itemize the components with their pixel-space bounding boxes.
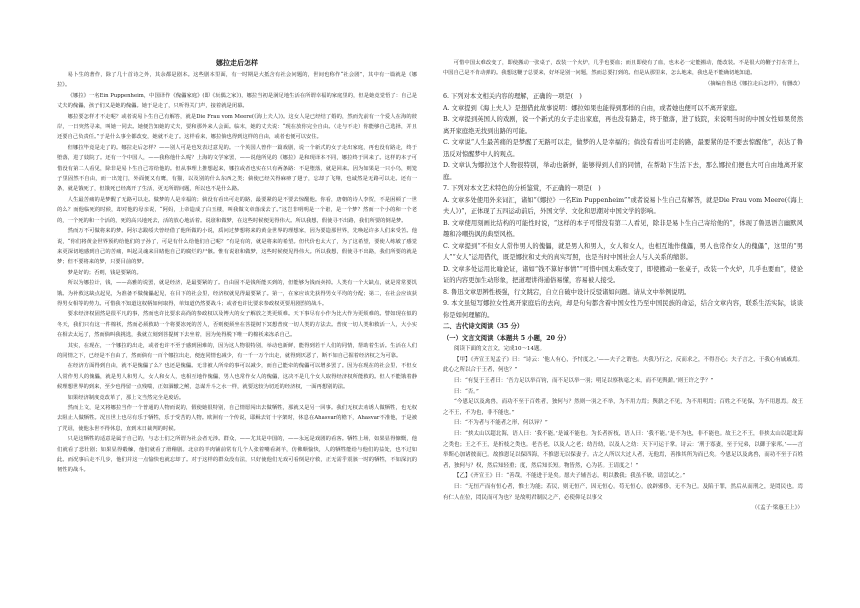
essay-paragraph: 只是这牺牲的适意是属于自己的，与志士们之所谓为社会者无涉。群众，——尤其是中国的，——永远是戏剧的看客。牺牲上场，如果显得慷慨，他们就看了悲壮剧；如果显得觳觫，他们就看了滑稽剧。北京的羊肉铺前常有几个人张着嘴看剥羊，仿佛颇愉快，人的牺牲能给与他们的益处，也不过如此。而况事后走不几步，他们并这一点愉快也就忘却了。对于这样的群众没有法，只好使他们无戏可看倒是疗救，正无需乎震骇一时的牺牲，不如深沉的韧性的战斗。 [57, 436, 417, 474]
essay-body [57, 70, 417, 476]
classical-paragraph: 【乙】《齐宣王》曰：“善哉，不能进于是矣。愿夫子辅吾志，明以教我；我虽不敏，请尝试之。” [454, 473, 686, 480]
question-item: 9. 本文虽短写娜拉女性离开家庭后的去向，却是句句都含着中国女性乃至中国民族的命运，结合文章内容，联系生活实际，谈谈你是如何理解的。 [443, 300, 803, 319]
essay-paragraph: 如果经济制度竟改革了，那上文当然完全是废话。 [67, 394, 185, 401]
classical-paragraph: 曰：“无恒产而有恒心者，惟士为能；若民，则无恒产，因无恒心。苟无恒心，放辟邪侈，无不为已。及陷于罪，然后从而刑之，是罔民也。焉有仁人在位，罔民而可为也？是故明君制民之产，必使仰足以事父 [443, 483, 803, 501]
classical-paragraph: 【甲】《齐宣王见孟子》曰：“诗云：‘他人有心，予忖度之。’——夫子之谓也。夫我乃行之，反而求之，不得吾心；夫子言之，于我心有戚戚焉。此心之所以合于王者，何也？” [443, 356, 803, 374]
question-item: 8. 鲁迅文章思辨性极强，行文跳宕，自立自破中设计反驳诸如问题。请从文中举例说明。 [443, 288, 691, 296]
essay-paragraph: 所以为娜拉计，钱，——高雅的说罢，就是经济，是最要紧的了。自由固不是钱所能买到的，但能够为钱而卖掉。人类有一个大缺点，就是常常要饥饿。为补救这缺点起见，为准备不做傀儡起见，在目下的社会里，经济权就见得最要紧了。第一，在家应该先获得男女平均的分配；第二，在社会应该获得男女相等的势力。可惜我不知道这权柄如何取得，单知道仍然要战斗；或者也许比要求参政权更要用剧烈的战斗。 [57, 280, 417, 307]
question-item: A. 文章提到《海上夫人》是想借此故事说明：娜拉如果也能得到那样的自由，或者她也便可以不离开家庭。 [443, 104, 742, 112]
essay-continuation [443, 58, 803, 79]
classical-paragraph: 曰：“挟太山以超北海，语人曰：‘我不能。’是诚不能也。为长者折枝，语人曰：‘我不能。’是不为也，非不能也。故王之不王，非挟太山以超北海之类也；王之不王，是折枝之类也。老吾老，以及人之老；幼吾幼，以及人之幼：天下可运于掌。诗云：‘刑于寡妻，至于兄弟，以御于家邦。’——言举斯心加诸彼而已。故推恩足以保四海，不推恩无以保妻子。古之人所以大过人者，无他焉，善推其所为而已矣。今恩足以及禽兽，而功不至于百姓者，独何与？权，然后知轻重；度，然后知长短。物皆然，心为甚。王请度之！” [443, 430, 803, 469]
question-item: D. 文章认为娜拉这个人物很特别，举动也新鲜，能够得到人们的同情，在帮助下生活下去，那么娜拉们便也大可自由地离开家庭。 [443, 162, 803, 181]
essay-paragraph: 其实，在现在，一个娜拉的出走，或者也许不至于感到困难的，因为这人物很特别，举动也新鲜，能得到若干人们的同情，帮助着生活。生活在人们的同情之下，已经是不自由了，然而倘有一百个娜拉出走，便连同情也减少，有一千一万个出走，就得到厌恶了，断不如自己握着经济权之为可靠。 [57, 342, 417, 359]
question-item: 6. 下列对本文相关内容的理解，正确的一项是( ) [443, 93, 582, 101]
essay-paragraph: 人生最苦痛的是梦醒了无路可以走。做梦的人是幸福的；倘没有看出可走的路，最要紧的是不要去惊醒他。你看，唐朝的诗人李贺，不是困顿了一世的么？而他临死的时候，却对他的母亲说，“阿妈，上帝造成了白玉楼，叫我做文章落成去了。”这岂非明明是一个诳，是一个梦？然而一个小的和一个老的，一个死的和一个活的，死的高兴地死去，活的放心地活着。说诳和做梦，在这些时候便见得伟大。所以我想，假使寻不出路，我们所要的倒是梦。 [57, 196, 417, 224]
essay-source: （摘编自鲁迅《娜拉走后怎样》，有删改） [705, 80, 803, 87]
essay-title: 娜拉走后怎样 [216, 58, 258, 67]
classical-paragraph: “今恩足以及禽兽，而功不至于百姓者，独何与？然则一羽之不举，为不用力焉；舆薪之不见，为不用明焉；百姓之不见保，为不用恩焉。故王之不王，不为也，非不能也。” [443, 399, 803, 416]
essay-paragraph: 易卜生的著作，除了几十首诗之外，其余都是剧本。这些剧本里面，有一时期是大抵含有社会问题的，世间也称作“社会剧”，其中有一篇就是《娜拉》。 [57, 72, 417, 89]
classical-paragraph: 曰：“有复于王者曰：‘吾力足以举百钧，而不足以举一羽；明足以察秋毫之末，而不见舆薪。’则王许之乎？” [454, 378, 714, 384]
essay-paragraph: 梦是好的；否则，钱是要紧的。 [67, 269, 142, 276]
section-heading: 二、古代诗文阅读（35 分） [443, 323, 524, 331]
classical-text [443, 355, 803, 503]
reading-instruction: 阅读下面的文言文，完成10～14题。 [454, 346, 545, 353]
right-column [443, 58, 803, 514]
essay-paragraph: 《娜拉》一名Ein Puppenheim，中国译作《傀儡家庭》(即《玩偶之家》)，娜拉当初是满足地生活在所谓幸福的家庭里的，但是她竟觉悟了：自己是丈夫的傀儡，孩子们又是她的傀儡。她于是走了，只听得关门声，接着就是闭幕。 [57, 92, 417, 110]
question-list [443, 91, 803, 321]
question-item: B. 文章使用刻画比结构的可能性时说，“这样的本子可惜没有第二人看见，除非是易卜生自己寄给他的”，体现了鲁迅语言幽默风趣和冷嘲热讽的典型风格。 [443, 219, 803, 239]
sub-heading: （一）文言文阅读（本题共 5 小题，20 分） [443, 334, 570, 342]
essay-paragraph: 可惜中国太难改变了，即使搬动一张桌子，改装一个火炉，几乎也要血；而且即使有了血，也未必一定能搬动，能改装。不是很大的鞭子打在背上，中国自己是不肯动弹的。我想这鞭子总要来，好坏是别一问题，然而总要打到的。但是从那里来，怎么地来，我也是不能确切地知道。 [443, 60, 803, 77]
essay-paragraph: 娜拉要怎样才不走呢？或者说易卜生自己有解答，就是Die Frau vom Meere(《海上夫人》)。这女人是已经结了婚的，然而先前有一个爱人在海的彼岸，一日突然寻来，叫她一同去。她便告知她的丈夫，要和那外来人会面。临末，她的丈夫说：“现在放你完全自由。（走与不走）你能够自己选择，并且还要自己负责任。”于是什么事全都改变，她就不走了。这样看来，娜拉倘也得到这样的自由，或者也便可以安住。 [57, 113, 417, 141]
question-item: B. 文章提到英国人的戏剧，说一个新式的女子走出家庭，再也没有路走，终于堕落，进了妓院，来说明当时的中国女性如果贸然离开家庭绝无找到出路的可能。 [443, 116, 803, 135]
classical-source: （《孟子·梁惠王上》） [751, 505, 803, 512]
essay-paragraph: 然而上文，是又将娜拉当作一个普通的人物而说的，假使她很特别，自己情愿闯出去做牺牲，那就又是另一回事。我们无权去劝诱人做牺牲，也无权去阻止人做牺牲。况且世上也尽有乐于牺牲，乐于受苦的人物。欧洲有一个传说，耶稣去钉十字架时，休息在Ahasvar的檐下，Ahasvar不准他，于是被了咒诅，使他永世不得休息，直到末日裁判的时候。 [57, 405, 417, 432]
question-item: C. 文章提到“不但女人常作男人的傀儡，就是男人和男人，女人和女人，也相互地作傀儡，男人也常作女人的傀儡”，这里的“男人”“女人”运用借代，既是娜拉和丈夫的真实写照，也是当时中国社会人与人关系的缩影。 [443, 242, 803, 262]
left-column [57, 58, 417, 476]
question-item: 7. 下列对本文艺术特色的分析鉴赏，不正确的一项是( ) [443, 185, 601, 193]
question-item: D. 文章多处运用比喻论证，诸如“钱不算好事情”“可惜中国太难改变了，即使搬动一张桌子，改装一个火炉，几乎也要血”，使论证的内容更加生动形象，把道理讲得通俗易懂，容易被人接受。 [443, 265, 803, 285]
classical-paragraph: 曰：“不为者与不能者之形，何以异？” [454, 420, 548, 427]
question-item: A. 文章多处使用外来词汇，诸如“《娜拉》一名Ein Puppenheim”“或者说易卜生自己有解答，就是Die Frau vom Meere(《海上夫人》)”，正体现了五四运动前后，外国文学、文化和思潮对中国文学的影响。 [443, 196, 803, 216]
essay-paragraph: 然而万不可做将来的梦。阿尔志跋绥夫曾经借了他所做的小说，质问过梦想将来的黄金世界的理想家，因为要造那世界，先唤起许多人们来受苦。他说，“你们将黄金世界预约给他们的子孙了，可是有什么给他们自己呢？”有是有的，就是将来的希望。但代价也太大了，为了这希望，要使人练敏了感觉来更深切地感到自己的苦痛，叫起灵魂来目睹他自己的腐烂的尸骸。惟有说诳和做梦，这些时候便见得伟大。所以我想，假使寻不出路，我们所要的就是梦；但不要将来的梦，只要目前的梦。 [57, 228, 417, 266]
classical-paragraph: 曰：“否。” [454, 388, 479, 395]
question-item: C. 文章说“人生最苦痛的是梦醒了无路可以走，做梦的人是幸福的；倘没有看出可走的路，最要紧的是不要去惊醒他”，表达了鲁迅反对惊醒梦中人的观点。 [443, 139, 803, 158]
essay-paragraph: 但娜拉毕竟是走了的。娜拉走后怎样？——别人可是也发表过意见的。一个英国人曾作一篇戏剧，说一个新式的女子走出家庭，再也没有路走，终于堕落，进了妓院了。还有一个中国人，——我称他什么呢？上海的文学家罢，——说他所见的《娜拉》是和现译本不同，娜拉终于回来了。这样的本子可惜没有第二人看见，除非是易卜生自己寄给他的。但从事理上推想起来，娜拉或者也实在只有两条路：不是堕落，就是回来。因为如果是一只小鸟，则笼子里固然不自由，而一出笼门，外面便又有鹰，有猫，以及别的什么东西之类；倘使已经关得麻痹了翅子，忘却了飞翔，也诚然是无路可以走。还有一条，就是饿死了，但饿死已经离开了生活，更无所谓问题，所以也不是什么路。 [57, 144, 417, 193]
essay-paragraph: 在经济方面得到自由，就不是傀儡了么？也还是傀儡。无非被人所牵的事可以减少，而自己能牵的傀儡可以增多罢了。因为在现在的社会里，不但女人常作男人的傀儡，就是男人和男人，女人和女人，也相互地作傀儡，男人也常作女人的傀儡，这决不是几个女人取得经济权所能救的。但人不能饿着静候理想世界的到来，至少也得留一点残喘，正如涸辙之鲋，急谋升斗之水一样，就要这较为切近的经济权，一面再想别的法。 [57, 363, 417, 391]
essay-paragraph: 要求经济权固然是很平凡的事，然而也许比要求高尚的参政权以及博大的女子解放之类更烦难。天下事尽有小作为比大作为更烦难的。譬如现在似的冬天，我们只有这一件棉袄，然而必须救助一个将要冻死的苦人，否则便须坐在菩提树下冥想普度一切人类的方法去。普度一切人类和救活一人，大小实在相去太远了，然而倘叫我挑选，我就立刻到菩提树下去坐着，因为免得脱下唯一的棉袄来冻杀自己。 [57, 311, 417, 339]
